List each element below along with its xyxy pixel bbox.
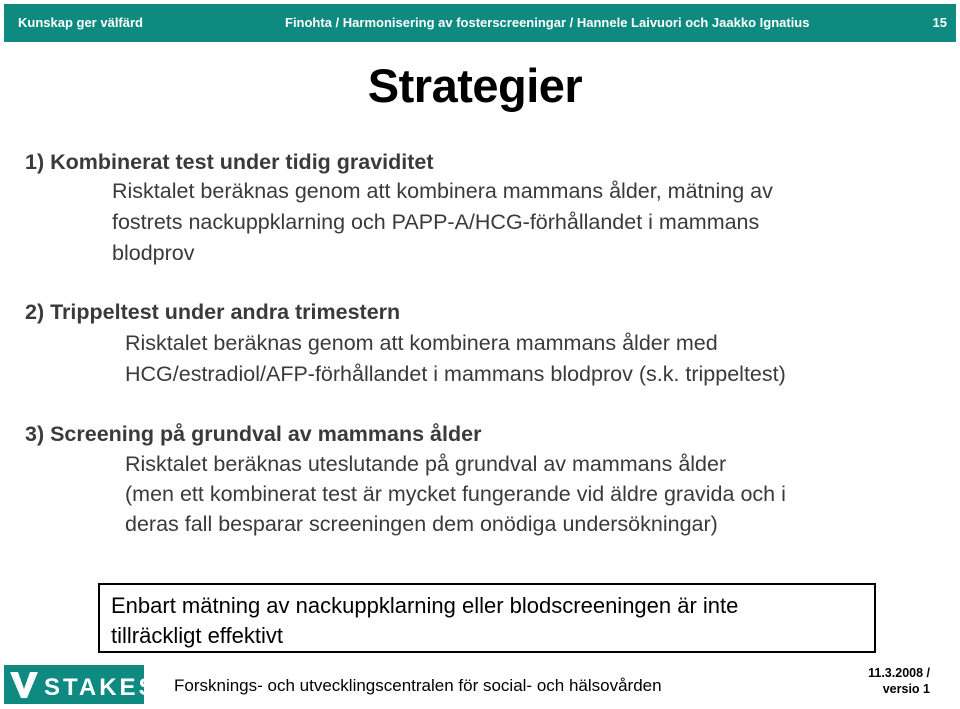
footer-organization: Forsknings- och utvecklingscentralen för social- och hälsovården	[174, 676, 662, 695]
stakes-logo-graphic	[4, 665, 158, 704]
strategy-2-line: Risktalet beräknas genom att kombinera mammans ålder med	[125, 331, 718, 355]
stakes-logo	[4, 665, 158, 704]
strategy-3-line: (men ett kombinerat test är mycket fungerande vid äldre gravida och i	[125, 482, 786, 506]
slide-title: Strategier	[367, 59, 583, 112]
strategy-3-line: deras fall besparar screeningen dem onödiga undersökningar)	[125, 512, 718, 536]
note-box	[98, 583, 876, 653]
strategy-2-line: HCG/estradiol/AFP-förhållandet i mammans blodprov (s.k. trippeltest)	[125, 362, 786, 386]
logo-wordmark: STAKES	[44, 674, 158, 701]
strategy-1-line: Risktalet beräknas genom att kombinera mammans ålder, mätning av	[112, 179, 773, 203]
strategy-1-heading: 1) Kombinerat test under tidig graviditet	[25, 150, 434, 174]
strategy-3-heading: 3) Screening på grundval av mammans ålder	[25, 422, 482, 446]
header-breadcrumb: Finohta / Harmonisering av fosterscreeningar / Hannele Laivuori och Jaakko Ignatius	[285, 15, 810, 30]
strategy-2-heading: 2) Trippeltest under andra trimestern	[25, 300, 401, 324]
note-line: tillräckligt effektivt	[111, 623, 283, 648]
footer-date: 11.3.2008 /	[868, 666, 930, 680]
strategy-3-line: Risktalet beräknas uteslutande på grundval av mammans ålder	[125, 452, 727, 476]
note-line: Enbart mätning av nackuppklarning eller blodscreeningen är inte	[111, 593, 739, 618]
page-number: 15	[932, 15, 947, 30]
slide-header	[4, 4, 956, 42]
strategy-1-line: fostrets nackuppklarning och PAPP-A/HCG-förhållandet i mammans	[112, 210, 760, 234]
header-slogan: Kunskap ger välfärd	[18, 15, 143, 30]
strategy-1-line: blodprov	[112, 241, 195, 265]
footer-version: versio 1	[882, 682, 930, 696]
